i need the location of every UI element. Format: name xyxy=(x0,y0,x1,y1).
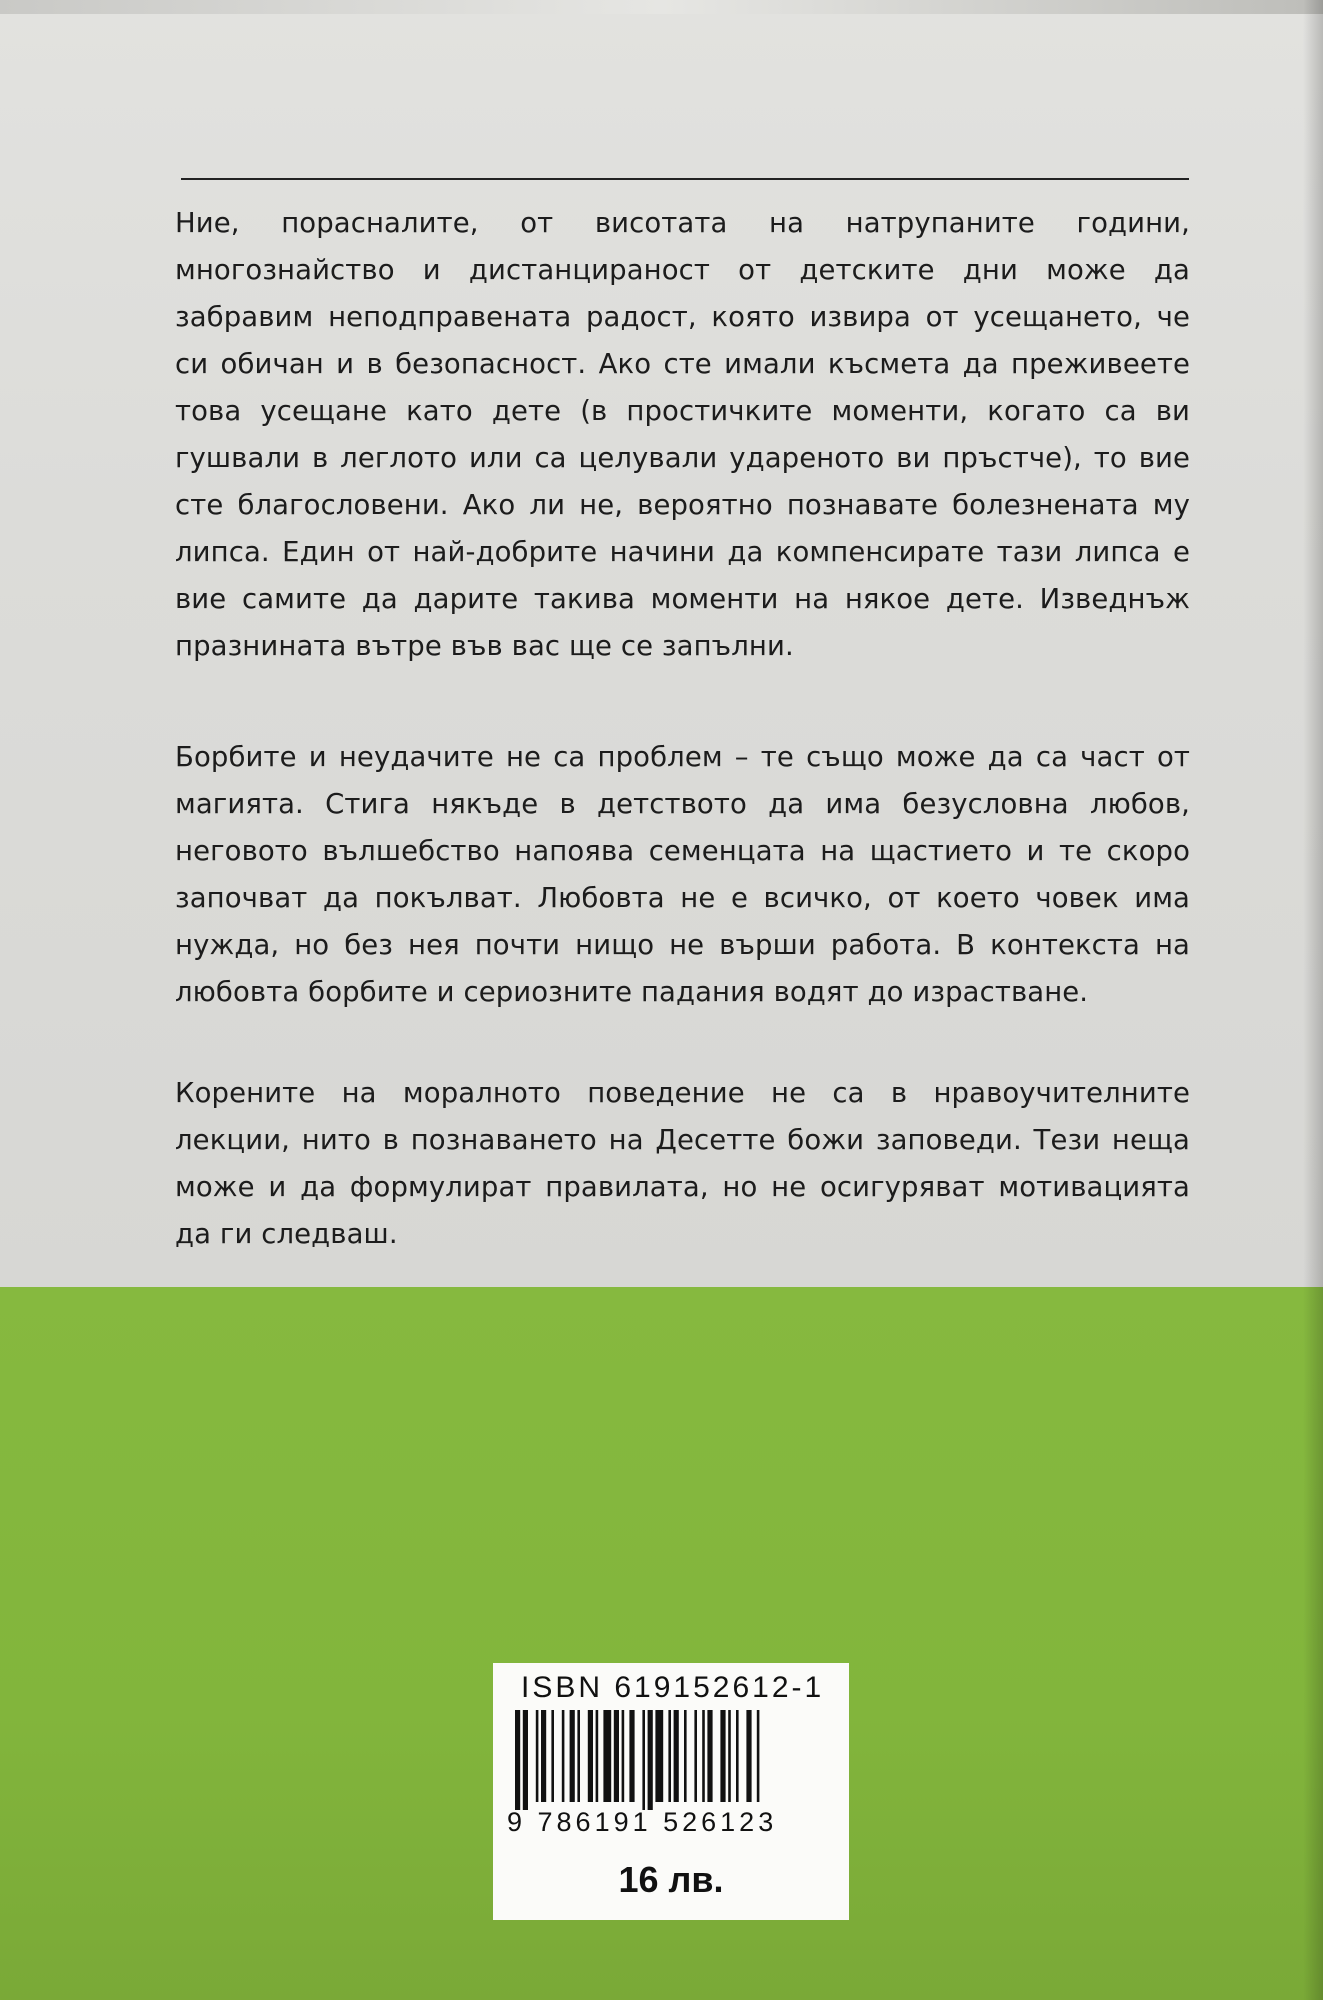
barcode-bar xyxy=(588,1710,593,1802)
barcode-bar xyxy=(614,1710,619,1802)
barcode-bar xyxy=(702,1710,705,1802)
blurb-paragraph-1 xyxy=(175,200,1190,670)
barcode-bar xyxy=(562,1710,565,1802)
barcode-bar xyxy=(728,1710,731,1802)
barcode-bar xyxy=(570,1710,575,1802)
divider-line xyxy=(181,178,1189,180)
blurb-text-3: Корените на моралното поведение не са в нравоучителните лекции, нито в познаването на Десетте божи заповеди. Тези неща може и да формулират правилата, но не осигуряват мотивацията да ги следваш. xyxy=(175,1077,1190,1250)
barcode-bar xyxy=(603,1710,611,1802)
blurb-text-2: Борбите и неудачите не са проблем – те също може да са част от магията. Стига някъде в детството да има безусловна любов, неговото вълшебство напоява семенцата на щастието и те скоро започват да покълват. Любовта не е всичко, от което човек има нужда, но без нея почти нищо не върши работа. В контекста на любовта борбите и сериозните падания водят до израстване. xyxy=(175,741,1190,1008)
cover-top-edge xyxy=(0,0,1323,14)
barcode-bar xyxy=(541,1710,546,1802)
barcode-bar xyxy=(655,1710,663,1802)
barcode-bar xyxy=(596,1710,599,1802)
barcode-icon xyxy=(515,1710,827,1810)
isbn-text: ISBN 619152612-1 xyxy=(521,1671,825,1704)
barcode-bar xyxy=(523,1710,528,1810)
barcode-bar xyxy=(674,1710,679,1802)
barcode-bar xyxy=(551,1710,554,1802)
barcode-bar xyxy=(707,1710,712,1802)
barcode-bar xyxy=(622,1710,625,1802)
barcode-bar xyxy=(515,1710,520,1810)
barcode-bar xyxy=(684,1710,687,1802)
cover-right-edge xyxy=(1303,0,1323,2000)
barcode-bar xyxy=(668,1710,671,1802)
green-panel xyxy=(0,1287,1323,2000)
ean-number: 9 786191 526123 xyxy=(507,1807,778,1837)
barcode-bar xyxy=(736,1710,739,1802)
blurb-paragraph-3 xyxy=(175,1070,1190,1258)
barcode-bar xyxy=(746,1710,751,1802)
barcode-bar xyxy=(720,1710,725,1802)
barcode-bar xyxy=(577,1710,580,1802)
blurb-paragraph-2 xyxy=(175,734,1190,1016)
barcode-bar xyxy=(757,1710,760,1802)
barcode-label xyxy=(493,1663,849,1920)
price-text: 16 лв. xyxy=(618,1859,724,1900)
barcode-bar xyxy=(648,1710,653,1810)
barcode-bar xyxy=(694,1710,697,1802)
blurb-text-1: Ние, порасналите, от висотата на натрупаните години, многознайство и дистанцираност от детските дни може да забравим неподправената радост, която извира от усещането, че си обичан и в безопасност. Ако сте имали късмета да преживеете това усещане като дете (в простичките моменти, когато са ви гушвали в леглото или са целували удареното ви пръстче), то вие сте благословени. Ако ли не, вероятно познавате болезнената му липса. Един от най-добрите начини да компенсирате тази липса е вие самите да дарите такива моменти на някое дете. Изведнъж празнината вътре във вас ще се запълни. xyxy=(175,207,1190,662)
barcode-bar xyxy=(629,1710,634,1802)
barcode-bar xyxy=(642,1710,645,1810)
barcode-bar xyxy=(536,1710,539,1802)
